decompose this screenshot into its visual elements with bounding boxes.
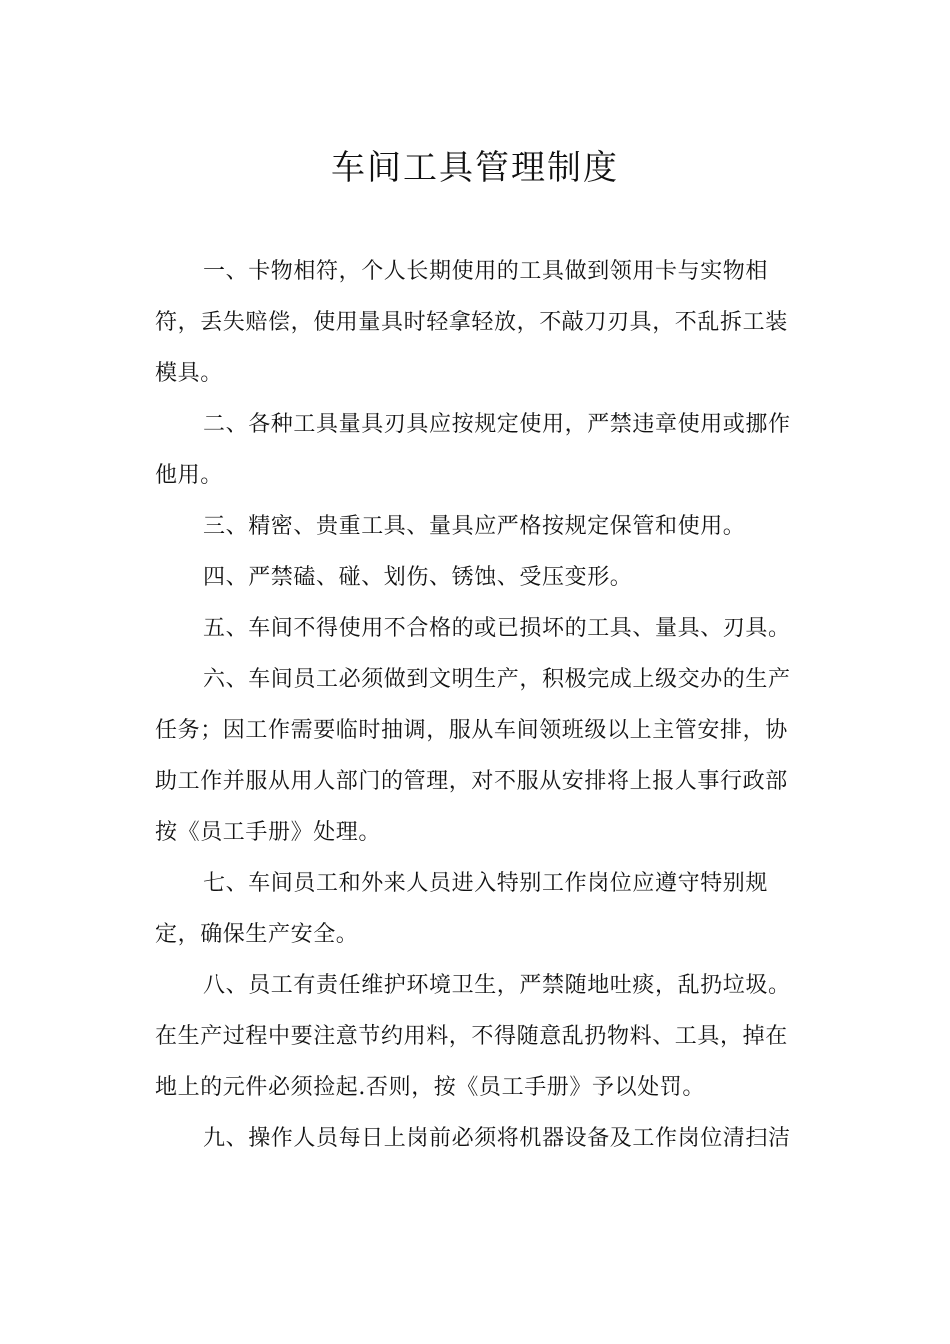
paragraph-line: 七、车间员工和外来人员进入特别工作岗位应遵守特别规 bbox=[203, 871, 769, 896]
paragraph-line: 模具。 bbox=[155, 361, 223, 386]
document-body bbox=[155, 246, 807, 1164]
paragraph-line: 任务；因工作需要临时抽调，服从车间领班级以上主管安排，协 bbox=[155, 718, 788, 743]
paragraph-line: 九、操作人员每日上岗前必须将机器设备及工作岗位清扫洁 bbox=[203, 1126, 791, 1151]
paragraph-line: 五、车间不得使用不合格的或已损坏的工具、量具、刃具。 bbox=[203, 616, 791, 641]
paragraph-line: 四、严禁磕、碰、划伤、锈蚀、受压变形。 bbox=[203, 565, 633, 590]
document-title: 车间工具管理制度 bbox=[331, 148, 619, 188]
paragraph-line: 在生产过程中要注意节约用料，不得随意乱扔物料、工具，掉在 bbox=[155, 1024, 788, 1049]
paragraph-1 bbox=[155, 246, 807, 399]
paragraph-8 bbox=[155, 960, 807, 1113]
paragraph-6 bbox=[155, 654, 807, 858]
paragraph-line: 三、精密、贵重工具、量具应严格按规定保管和使用。 bbox=[203, 514, 746, 539]
paragraph-line: 他用。 bbox=[155, 463, 223, 488]
paragraph-line: 按《员工手册》处理。 bbox=[155, 820, 382, 845]
paragraph-2 bbox=[155, 399, 807, 501]
paragraph-line: 符，丢失赔偿，使用量具时轻拿轻放，不敲刀刃具，不乱拆工装 bbox=[155, 310, 788, 335]
paragraph-line: 六、车间员工必须做到文明生产，积极完成上级交办的生产 bbox=[203, 667, 791, 692]
paragraph-line: 地上的元件必须捡起.否则，按《员工手册》予以处罚。 bbox=[155, 1075, 705, 1100]
paragraph-line: 助工作并服从用人部门的管理，对不服从安排将上报人事行政部 bbox=[155, 769, 788, 794]
paragraph-7 bbox=[155, 858, 807, 960]
paragraph-5 bbox=[155, 603, 807, 654]
paragraph-line: 八、员工有责任维护环境卫生，严禁随地吐痰，乱扔垃圾。 bbox=[203, 973, 791, 998]
paragraph-4 bbox=[155, 552, 807, 603]
paragraph-line: 定，确保生产安全。 bbox=[155, 922, 359, 947]
paragraph-line: 二、各种工具量具刃具应按规定使用，严禁违章使用或挪作 bbox=[203, 412, 791, 437]
paragraph-9 bbox=[155, 1113, 807, 1164]
paragraph-line: 一、卡物相符，个人长期使用的工具做到领用卡与实物相 bbox=[203, 259, 769, 284]
paragraph-3 bbox=[155, 501, 807, 552]
